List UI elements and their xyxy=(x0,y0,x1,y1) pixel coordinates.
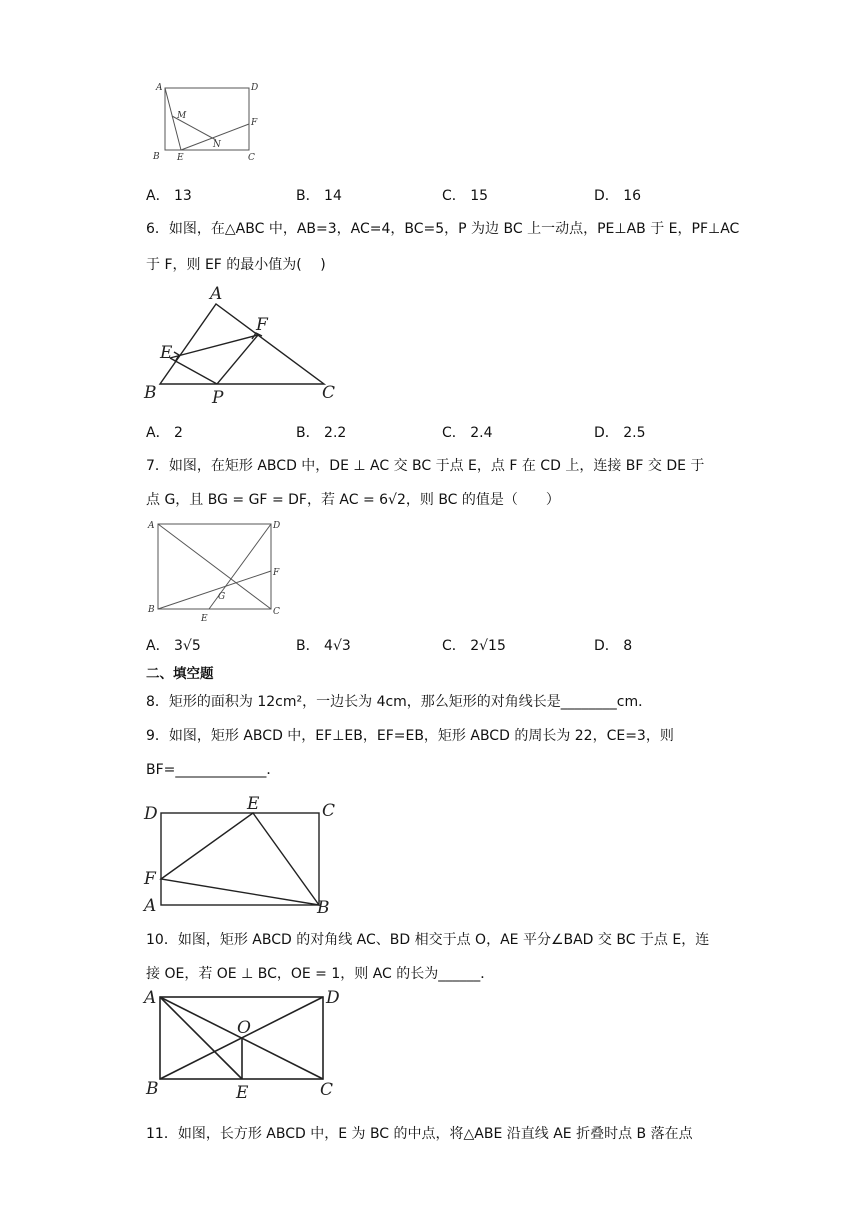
label-F: F xyxy=(144,869,156,889)
label-O: O xyxy=(237,1018,251,1038)
label-N: N xyxy=(213,140,221,150)
q6-text-line2: 于 F，则 EF 的最小值为( ) xyxy=(146,257,326,273)
q6-option-a: A． 2 xyxy=(146,425,183,441)
label-A: A xyxy=(148,521,155,531)
label-B: B xyxy=(153,152,160,162)
label-F: F xyxy=(273,568,280,578)
label-B: B xyxy=(317,898,330,914)
label-M: M xyxy=(177,111,187,121)
q7-option-b: B． 4√3 xyxy=(296,638,351,654)
label-A: A xyxy=(144,896,157,914)
label-C: C xyxy=(320,1080,334,1100)
figure-q7 xyxy=(142,516,292,628)
label-G: G xyxy=(218,592,226,602)
q5-option-d: D． 16 xyxy=(594,188,642,204)
q6-option-c: C． 2.4 xyxy=(442,425,493,441)
q9-text-line2: BF=_____________． xyxy=(146,762,281,778)
label-C: C xyxy=(322,801,336,821)
label-D: D xyxy=(326,988,340,1008)
label-C: C xyxy=(248,153,255,163)
q10-text-line1: 10．如图，矩形 ABCD 的对角线 AC、BD 相交于点 O，AE 平分∠BAD 交 BC 于点 E，连 xyxy=(146,932,710,948)
section-heading-fill-in: 二、填空题 xyxy=(146,666,214,682)
q5-option-c: C． 15 xyxy=(442,188,489,204)
label-A: A xyxy=(210,284,223,304)
label-E: E xyxy=(236,1083,249,1100)
q7-option-a: A． 3√5 xyxy=(146,638,201,654)
q6-text-line1: 6．如图，在△ABC 中，AB=3，AC=4，BC=5，P 为边 BC 上一动点，PE⊥AB 于 E，PF⊥AC xyxy=(146,221,740,237)
q6-option-b: B． 2.2 xyxy=(296,425,347,441)
q8-text: 8．矩形的面积为 12cm²，一边长为 4cm，那么矩形的对角线长是________cm． xyxy=(146,694,653,710)
figure-q5 xyxy=(150,78,270,168)
figure-q6 xyxy=(140,282,350,412)
q6-option-d: D． 2.5 xyxy=(594,425,646,441)
q10-text-line2: 接 OE，若 OE ⊥ BC，OE = 1，则 AC 的长为______． xyxy=(146,966,495,982)
q11-text-line1: 11．如图，长方形 ABCD 中，E 为 BC 的中点，将△ABE 沿直线 AE 折叠时点 B 落在点 xyxy=(146,1126,693,1142)
q7-option-d: D． 8 xyxy=(594,638,633,654)
label-C: C xyxy=(273,607,280,617)
label-B: B xyxy=(148,605,155,615)
label-F: F xyxy=(256,315,268,335)
label-A: A xyxy=(144,988,157,1008)
label-D: D xyxy=(251,83,259,93)
figure-q10 xyxy=(140,988,346,1100)
label-F: F xyxy=(251,118,258,128)
label-E: E xyxy=(160,343,173,363)
q5-option-a: A． 13 xyxy=(146,188,192,204)
label-P: P xyxy=(212,388,224,408)
label-D: D xyxy=(273,521,281,531)
label-E: E xyxy=(247,794,260,814)
q7-text-line1: 7．如图，在矩形 ABCD 中，DE ⊥ AC 交 BC 于点 E，点 F 在 CD 上，连接 BF 交 DE 于 xyxy=(146,458,705,474)
label-C: C xyxy=(322,383,336,403)
q7-option-c: C． 2√15 xyxy=(442,638,506,654)
label-A: A xyxy=(156,83,163,93)
label-E: E xyxy=(177,153,184,163)
q9-text-line1: 9．如图，矩形 ABCD 中，EF⊥EB，EF=EB，矩形 ABCD 的周长为 22，CE=3，则 xyxy=(146,728,674,744)
label-B: B xyxy=(146,1079,159,1099)
q5-option-b: B． 14 xyxy=(296,188,342,204)
label-D: D xyxy=(144,804,158,824)
label-B: B xyxy=(144,383,157,403)
label-E: E xyxy=(201,614,208,624)
figure-q9 xyxy=(140,792,340,914)
q7-text-line2: 点 G，且 BG = GF = DF，若 AC = 6√2，则 BC 的值是（ ） xyxy=(146,492,560,508)
